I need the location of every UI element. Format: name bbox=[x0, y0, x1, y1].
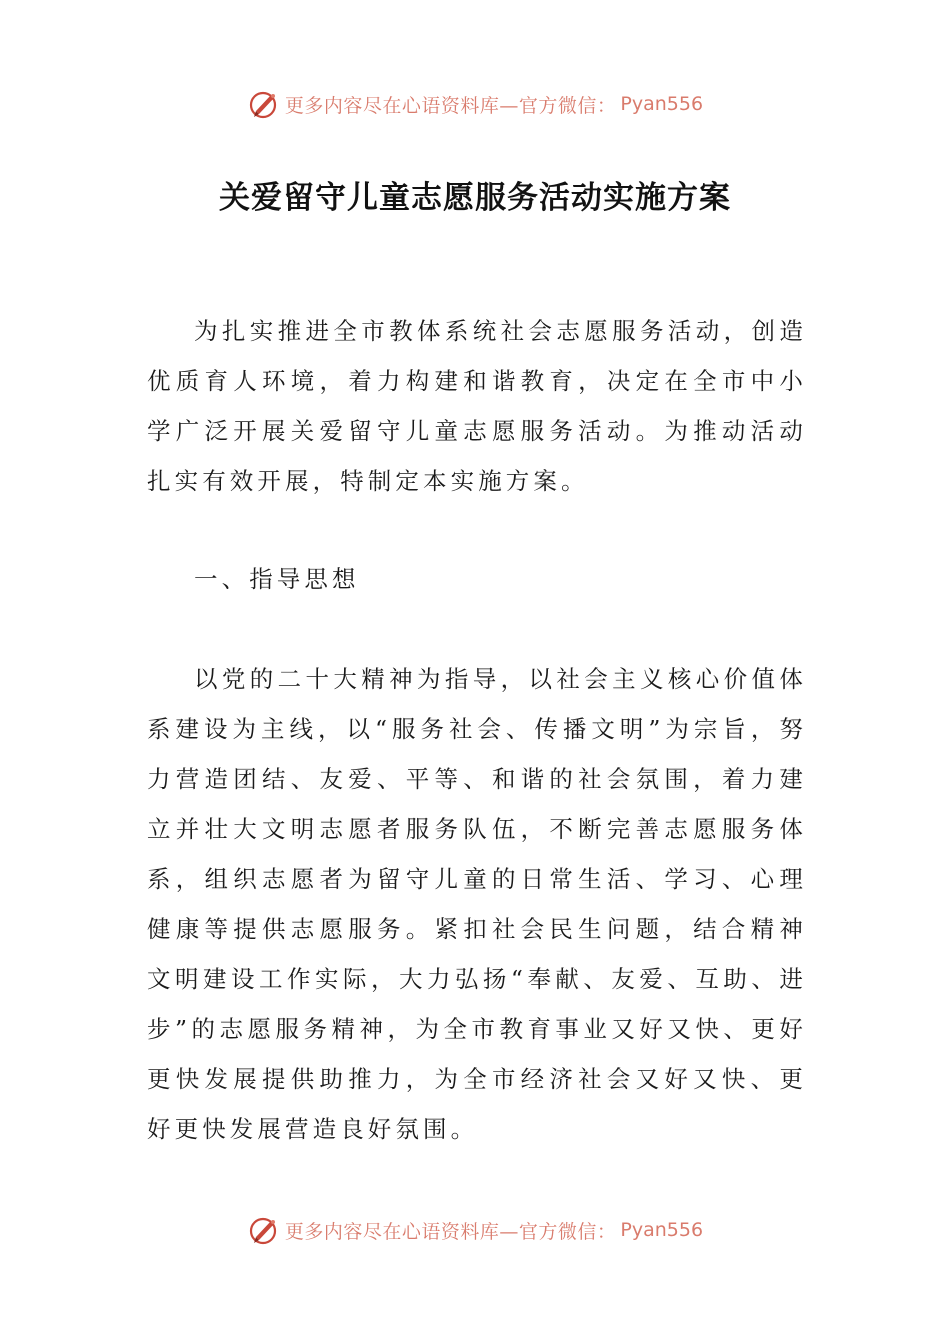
document-title: 关爱留守儿童志愿服务活动实施方案 bbox=[219, 180, 731, 216]
intro-paragraph: 为扎实推进全市教体系统社会志愿服务活动，创造优质育人环境，着力构建和谐教育，决定在全市中小学广泛开展关爱留守儿童志愿服务活动。为推动活动扎实有效开展，特制定本实施方案。 bbox=[147, 317, 807, 495]
guiding-ideology-paragraph: 以党的二十大精神为指导，以社会主义核心价值体系建设为主线，以“服务社会、传播文明”为宗旨，努力营造团结、友爱、平等、和谐的社会氛围，着力建立并壮大文明志愿者服务队伍，不断完善志愿服务体系，组织志愿者为留守儿童的日常生活、学习、心理健康等提供志愿服务。紧扣社会民生问题，结合精神文明建设工作实际，大力弘扬“奉献、友爱、互助、进步”的志愿服务精神，为全市教育事业又好又快、更好更快发展提供助推力，为全市经济社会又好又快、更好更快发展营造良好氛围。 bbox=[147, 665, 807, 1143]
watermark-wechat-handle: Pyan556 bbox=[620, 93, 704, 115]
watermark-text: 更多内容尽在心语资料库—官方微信： bbox=[284, 94, 617, 117]
watermark-text: 更多内容尽在心语资料库—官方微信： bbox=[284, 1220, 617, 1243]
footer-watermark bbox=[0, 1210, 950, 1250]
section-heading-guiding-ideology: 一、指导思想 bbox=[194, 565, 360, 593]
header-watermark bbox=[0, 84, 950, 124]
pen-circle-logo-icon bbox=[247, 87, 281, 121]
pen-circle-logo-icon bbox=[247, 1213, 281, 1247]
watermark-wechat-handle: Pyan556 bbox=[620, 1219, 704, 1241]
